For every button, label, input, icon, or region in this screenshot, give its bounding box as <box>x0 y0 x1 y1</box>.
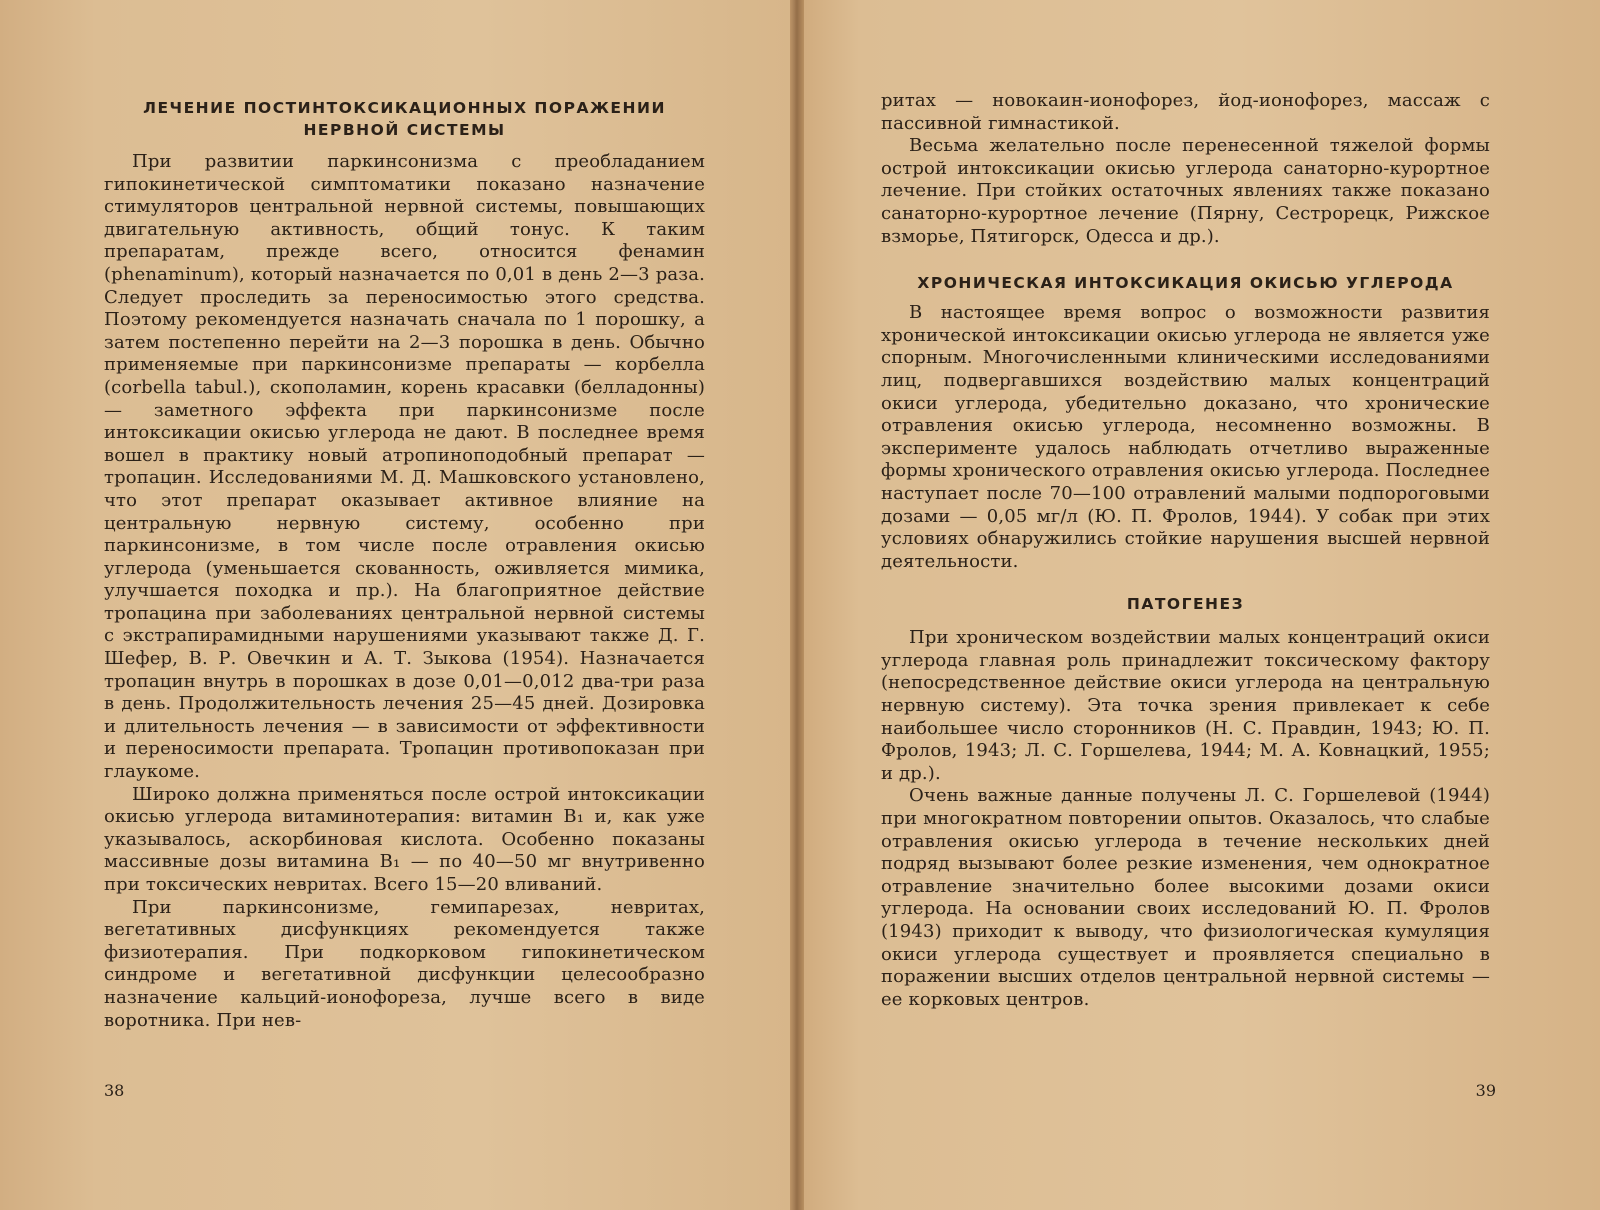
paragraph-continuation: ритах — новокаин-ионофорез, йод-ионофорез, массаж с пассивной гимнастикой. <box>881 90 1490 134</box>
paragraph: При развитии паркинсонизма с преобладанием гипокинетической симптоматики показано назначение стимуляторов центральной нервной системы, повышающих двигательную активность, общий тонус. К таким препаратам, прежде всего, относится фенамин (phenaminum), который назначается по 0,01 в день 2—3 раза. Следует проследить за переносимостью этого средства. Поэтому рекомендуется назначать сначала по 1 порошку, а затем постепенно перейти на 2—3 порошка в день. Обычно применяемые при паркинсонизме препараты — корбелла (corbella tabul.), скополамин, корень красавки (белладонны) — заметного эффекта при паркинсонизме после интоксикации окисью углерода не дают. В последнее время вошел в практику новый атропиноподобный препарат — тропацин. Исследованиями М. Д. Машковского установлено, что этот препарат оказывает активное влияние на центральную нервную систему, особенно при паркинсонизме, в том числе после отравления окисью углерода (уменьшается скованность, оживляется мимика, улучшается походка и пр.). На благоприятное действие тропацина при заболеваниях центральной нервной системы с экстрапирамидными нарушениями указывают также Д. Г. Шефер, В. Р. Овечкин и А. Т. Зыкова (1954). Назначается тропацин внутрь в порошках в дозе 0,01—0,012 два-три раза в день. Продолжительность лечения 25—45 дней. Дозировка и длительность лечения — в зависимости от эффективности и переносимости препарата. Тропацин противопоказан при глаукоме. <box>104 151 705 783</box>
paragraph: Весьма желательно после перенесенной тяжелой формы острой интоксикации окисью углерода санаторно-курортное лечение. При стойких остаточных явлениях также показано санаторно-курортное лечение (Пярну, Сестрорецк, Рижское взморье, Пятигорск, Одесса и др.). <box>881 135 1490 247</box>
page-number-left: 38 <box>104 1081 125 1100</box>
left-page <box>0 0 795 1210</box>
right-page <box>795 0 1600 1210</box>
page-number-right: 39 <box>1475 1081 1496 1100</box>
paragraph: При хроническом воздействии малых концентраций окиси углерода главная роль принадлежит токсическому фактору (непосредственное действие окиси углерода на центральную нервную систему). Эта точка зрения привлекает к себе наибольшее число сторонников (Н. С. Правдин, 1943; Ю. П. Фролов, 1943; Л. С. Горшелева, 1944; М. А. Ковнацкий, 1955; и др.). <box>881 627 1490 784</box>
section-heading-treatment <box>104 97 705 141</box>
paragraph: В настоящее время вопрос о возможности развития хронической интоксикации окисью углерода не является уже спорным. Многочисленными клиническими исследованиями лиц, подвергавшихся воздействию малых концентраций окиси углерода, убедительно доказано, что хронические отравления окисью углерода, несомненно возможны. В эксперименте удалось наблюдать отчетливо выраженные формы хронического отравления окисью углерода. Последнее наступает после 70—100 отравлений малыми подпороговыми дозами — 0,05 мг/л (Ю. П. Фролов, 1944). У собак при этих условиях обнаружились стойкие нарушения высшей нервной деятельности. <box>881 302 1490 572</box>
paragraph: Очень важные данные получены Л. С. Горшелевой (1944) при многократном повторении опытов. Оказалось, что слабые отравления окисью углерода в течение нескольких дней подряд вызывают более резкие изменения, чем однократное отравление значительно более высокими дозами окиси углерода. На основании своих исследований Ю. П. Фролов (1943) приходит к выводу, что физиологическая кумуляция окиси углерода существует и проявляется специально в поражении высших отделов центральной нервной системы — ее корковых центров. <box>881 785 1490 1010</box>
paragraph: Широко должна применяться после острой интоксикации окисью углерода витаминотерапия: витамин B₁ и, как уже указывалось, аскорбиновая кислота. Особенно показаны массивные дозы витамина B₁ — по 40—50 мг внутривенно при токсических невритах. Всего 15—20 вливаний. <box>104 783 705 895</box>
book-gutter <box>790 0 804 1210</box>
heading-line-2: НЕРВНОЙ СИСТЕМЫ <box>303 121 506 139</box>
paragraph: При паркинсонизме, гемипарезах, невритах, вегетативных дисфункциях рекомендуется также физиотерапия. При подкорковом гипокинетическом синдроме и вегетативной дисфункции целесообразно назначение кальций-ионофореза, лучше всего в виде воротника. При нев- <box>104 896 705 1031</box>
section-heading-pathogenesis: ПАТОГЕНЕЗ <box>1126 595 1245 614</box>
heading-line-1: ЛЕЧЕНИЕ ПОСТИНТОКСИКАЦИОННЫХ ПОРАЖЕНИИ <box>143 99 666 117</box>
section-heading-chronic: ХРОНИЧЕСКАЯ ИНТОКСИКАЦИЯ ОКИСЬЮ УГЛЕРОДА <box>917 274 1454 293</box>
